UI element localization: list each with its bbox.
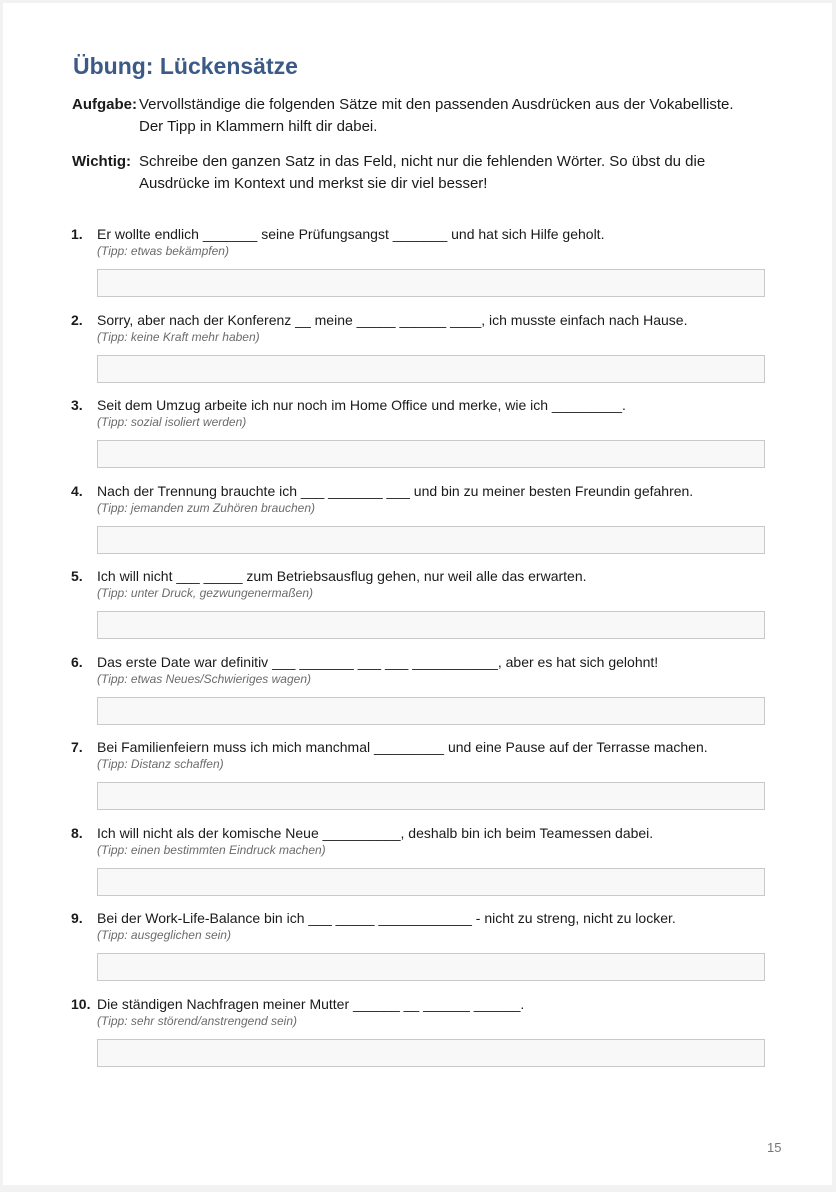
worksheet-page <box>3 3 832 1185</box>
item-sentence: Bei der Work-Life-Balance bin ich ___ _____ ____________ - nicht zu streng, nicht zu locker. <box>97 910 676 926</box>
exercise-item <box>71 396 771 482</box>
item-hint: (Tipp: keine Kraft mehr haben) <box>97 330 260 344</box>
answer-field[interactable] <box>97 440 765 468</box>
item-sentence: Ich will nicht ___ _____ zum Betriebsausflug gehen, nur weil alle das erwarten. <box>97 568 587 584</box>
item-sentence: Er wollte endlich _______ seine Prüfungsangst _______ und hat sich Hilfe geholt. <box>97 226 605 242</box>
answer-field[interactable] <box>97 355 765 383</box>
item-number: 3. <box>71 397 83 413</box>
item-hint: (Tipp: einen bestimmten Eindruck machen) <box>97 843 326 857</box>
item-number: 6. <box>71 654 83 670</box>
important-note <box>72 151 772 195</box>
exercise-item <box>71 311 771 397</box>
answer-field[interactable] <box>97 697 765 725</box>
task-text: Vervollständige die folgenden Sätze mit den passenden Ausdrücken aus der Vokabelliste. Der Tipp in Klammern hilft dir dabei. <box>139 96 734 135</box>
item-sentence: Sorry, aber nach der Konferenz __ meine _____ ______ ____, ich musste einfach nach Hause. <box>97 312 688 328</box>
answer-field[interactable] <box>97 868 765 896</box>
exercise-item <box>71 653 771 739</box>
item-sentence: Ich will nicht als der komische Neue __________, deshalb bin ich beim Teamessen dabei. <box>97 825 654 841</box>
item-number: 5. <box>71 568 83 584</box>
item-number: 8. <box>71 825 83 841</box>
exercise-item <box>71 482 771 568</box>
item-number: 10. <box>71 996 91 1012</box>
exercise-item <box>71 738 771 824</box>
item-number: 4. <box>71 483 83 499</box>
task-instruction <box>72 94 772 138</box>
page-title: Übung: Lückensätze <box>73 53 298 79</box>
item-hint: (Tipp: etwas bekämpfen) <box>97 244 229 258</box>
item-sentence: Das erste Date war definitiv ___ _______ ___ ___ ___________, aber es hat sich gelohnt! <box>97 654 659 670</box>
item-hint: (Tipp: ausgeglichen sein) <box>97 928 231 942</box>
answer-field[interactable] <box>97 269 765 297</box>
exercise-item <box>71 824 771 910</box>
page-number: 15 <box>767 1140 782 1155</box>
item-number: 9. <box>71 910 83 926</box>
important-label: Wichtig: <box>72 153 132 170</box>
item-hint: (Tipp: etwas Neues/Schwieriges wagen) <box>97 672 311 686</box>
item-hint: (Tipp: Distanz schaffen) <box>97 757 224 771</box>
exercise-item <box>71 225 771 311</box>
answer-field[interactable] <box>97 611 765 639</box>
answer-field[interactable] <box>97 1039 765 1067</box>
item-sentence: Seit dem Umzug arbeite ich nur noch im Home Office und merke, wie ich _________. <box>97 397 626 413</box>
answer-field[interactable] <box>97 953 765 981</box>
item-number: 7. <box>71 739 83 755</box>
item-number: 1. <box>71 226 83 242</box>
item-sentence: Nach der Trennung brauchte ich ___ _______ ___ und bin zu meiner besten Freundin gefahren. <box>97 483 694 499</box>
answer-field[interactable] <box>97 782 765 810</box>
exercise-item <box>71 995 771 1081</box>
item-hint: (Tipp: sozial isoliert werden) <box>97 415 247 429</box>
item-hint: (Tipp: jemanden zum Zuhören brauchen) <box>97 501 316 515</box>
item-hint: (Tipp: unter Druck, gezwungenermaßen) <box>97 586 313 600</box>
exercise-item <box>71 909 771 995</box>
item-sentence: Bei Familienfeiern muss ich mich manchmal _________ und eine Pause auf der Terrasse machen. <box>97 739 708 755</box>
task-label: Aufgabe: <box>72 96 137 113</box>
exercise-item <box>71 567 771 653</box>
item-hint: (Tipp: sehr störend/anstrengend sein) <box>97 1014 298 1028</box>
answer-field[interactable] <box>97 526 765 554</box>
item-sentence: Die ständigen Nachfragen meiner Mutter ______ __ ______ ______. <box>97 996 525 1012</box>
important-text: Schreibe den ganzen Satz in das Feld, nicht nur die fehlenden Wörter. So übst du die Ausdrücke im Kontext und merkst sie dir viel besser! <box>139 153 706 192</box>
item-number: 2. <box>71 312 83 328</box>
